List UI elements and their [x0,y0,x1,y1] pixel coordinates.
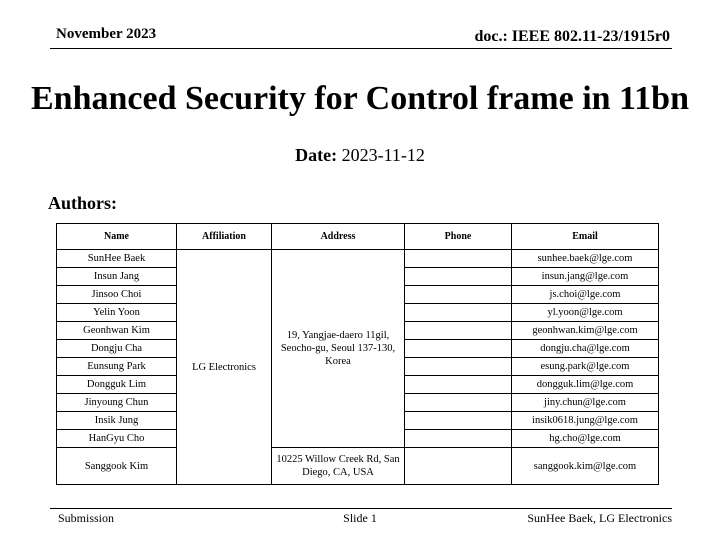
author-name: Dongguk Lim [57,376,177,394]
slide-title: Enhanced Security for Control frame in 11bn [31,80,689,117]
author-email: yl.yoon@lge.com [512,304,659,322]
author-email: dongguk.lim@lge.com [512,376,659,394]
header-divider [50,48,672,49]
address-cell-us: 10225 Willow Creek Rd, San Diego, CA, USA [272,448,405,485]
author-email: jiny.chun@lge.com [512,394,659,412]
phone-cell [405,268,512,286]
affiliation-cell: LG Electronics [177,250,272,485]
phone-cell [405,376,512,394]
column-header-affiliation: Affiliation [177,224,272,250]
phone-cell [405,430,512,448]
date-label: Date: [295,145,338,165]
author-email: insun.jang@lge.com [512,268,659,286]
author-email: hg.cho@lge.com [512,430,659,448]
author-name: Jinyoung Chun [57,394,177,412]
author-name: Sanggook Kim [57,448,177,485]
authors-heading: Authors: [48,193,118,213]
author-email: dongju.cha@lge.com [512,340,659,358]
column-header-phone: Phone [405,224,512,250]
table-row [57,448,659,485]
phone-cell [405,286,512,304]
phone-cell [405,322,512,340]
column-header-address: Address [272,224,405,250]
author-email: sunhee.baek@lge.com [512,250,659,268]
author-email: insik0618.jung@lge.com [512,412,659,430]
footer-divider [50,508,672,509]
address-cell: 19, Yangjae-daero 11gil, Seocho-gu, Seoul 137-130, Korea [272,250,405,448]
author-name: Yelin Yoon [57,304,177,322]
column-header-name: Name [57,224,177,250]
author-email: esung.park@lge.com [512,358,659,376]
table-row [57,250,659,268]
author-name: HanGyu Cho [57,430,177,448]
date-value: 2023-11-12 [341,145,425,165]
phone-cell [405,340,512,358]
footer-submission: Submission [58,511,115,525]
author-name: Geonhwan Kim [57,322,177,340]
slide-number: Slide 1 [343,511,377,525]
header-date: November 2023 [56,26,157,42]
phone-cell [405,412,512,430]
phone-cell [405,394,512,412]
author-name: Dongju Cha [57,340,177,358]
phone-cell [405,304,512,322]
author-name: Eunsung Park [57,358,177,376]
authors-table [56,223,659,485]
author-email: js.choi@lge.com [512,286,659,304]
document-number: doc.: IEEE 802.11-23/1915r0 [474,28,670,45]
table-header-row [57,224,659,250]
author-name: Insun Jang [57,268,177,286]
phone-cell [405,250,512,268]
phone-cell [405,358,512,376]
date-line [0,145,720,166]
author-name: SunHee Baek [57,250,177,268]
author-email: geonhwan.kim@lge.com [512,322,659,340]
author-name: Jinsoo Choi [57,286,177,304]
column-header-email: Email [512,224,659,250]
footer-author: SunHee Baek, LG Electronics [527,511,672,525]
author-name: Insik Jung [57,412,177,430]
phone-cell [405,448,512,485]
author-email: sanggook.kim@lge.com [512,448,659,485]
